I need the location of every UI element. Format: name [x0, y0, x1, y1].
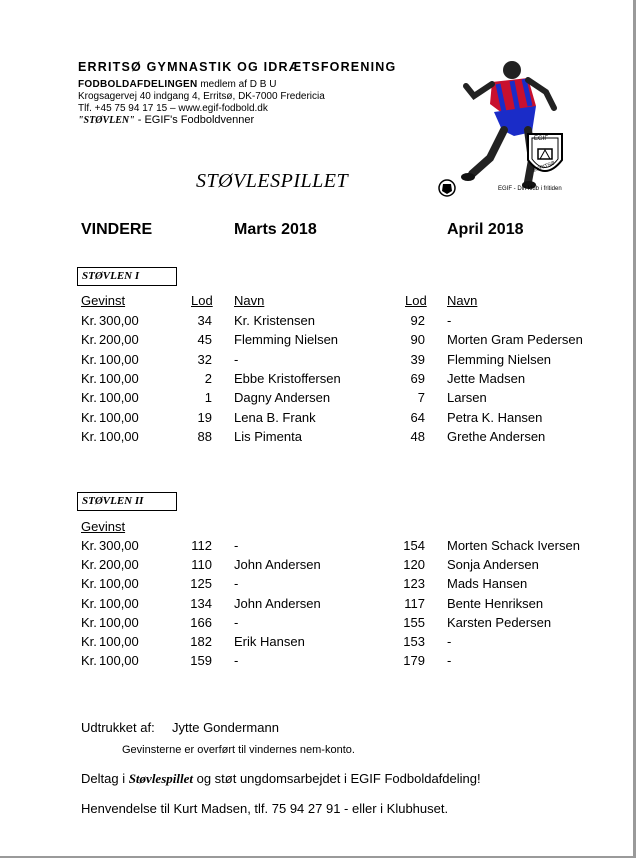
month1-ticket: 110 [191, 557, 212, 573]
month1-ticket: 166 [190, 614, 212, 630]
prize-amount: 100,00 [99, 351, 139, 367]
club-logo [432, 56, 572, 200]
month1-ticket: 159 [190, 653, 212, 669]
month1-winner: - [234, 653, 239, 669]
month1-ticket: 134 [190, 595, 212, 611]
footballer-icon [432, 56, 572, 200]
stovlen-brand: "STØVLEN" [78, 115, 135, 126]
stovlen-line [78, 114, 254, 126]
month2-ticket: 123 [403, 576, 425, 592]
prize-currency: Kr. [81, 370, 97, 386]
month2-winner: Larsen [447, 390, 487, 406]
phone-web-line: Tlf. +45 75 94 17 15 – www.egif-fodbold.dk [78, 103, 268, 114]
month1-winner: - [234, 576, 239, 592]
section1-label: STØVLEN I [77, 267, 177, 286]
prize-amount: 100,00 [99, 409, 139, 425]
month2-ticket: 39 [410, 351, 425, 367]
join-suffix: og støt ungdomsarbejdet i EGIF Fodboldafdeling! [192, 771, 481, 786]
month1-ticket: 45 [197, 332, 212, 348]
transfer-note: Gevinsterne er overført til vindernes nem-konto. [122, 744, 355, 756]
prize-currency: Kr. [81, 614, 97, 630]
month2-winner: Morten Gram Pedersen [447, 332, 583, 348]
section2-label: STØVLEN II [77, 492, 177, 511]
month1-ticket: 112 [191, 538, 212, 553]
prize-currency: Kr. [81, 351, 97, 367]
month1-ticket: 19 [197, 409, 212, 425]
month1-ticket: 32 [197, 351, 212, 367]
month2-winner: Mads Hansen [447, 576, 528, 592]
prize-amount: 300,00 [99, 313, 139, 328]
prize-currency: Kr. [81, 313, 97, 328]
stovlen-description: - EGIF's Fodboldvenner [134, 114, 255, 126]
prize-amount: 200,00 [99, 557, 139, 573]
prize-currency: Kr. [81, 390, 97, 406]
department-name: FODBOLDAFDELINGEN [78, 79, 198, 90]
prize-currency: Kr. [81, 332, 97, 348]
club-tagline: EGIF - Din klub i fritiden [498, 186, 562, 192]
join-brand: Støvlespillet [128, 771, 193, 786]
club-name: ERRITSØ GYMNASTIK OG IDRÆTSFORENING [78, 60, 397, 74]
month2-ticket: 154 [403, 538, 425, 553]
month2-winner: - [447, 634, 452, 649]
prize-amount: 200,00 [99, 332, 139, 348]
prize-amount: 100,00 [99, 634, 139, 649]
month2-winner: Petra K. Hansen [447, 409, 543, 425]
section1-name1-header: Navn [234, 293, 265, 308]
badge-bottom-text: ERRITSØ [532, 160, 556, 174]
month1-winner: Lis Pimenta [234, 428, 302, 444]
section1-name2-header: Navn [447, 293, 478, 308]
month1-heading: Marts 2018 [234, 221, 317, 238]
month2-winner: Bente Henriksen [447, 595, 544, 611]
month2-ticket: 117 [404, 595, 425, 611]
month1-winner: Flemming Nielsen [234, 332, 339, 348]
month2-winner: Grethe Andersen [447, 428, 546, 444]
month2-ticket: 90 [410, 332, 425, 348]
month2-winner: Karsten Pedersen [447, 614, 552, 630]
month2-ticket: 69 [410, 370, 425, 386]
month1-ticket: 88 [197, 428, 212, 444]
month1-winner: Dagny Andersen [234, 390, 331, 406]
month2-winner: Sonja Andersen [447, 557, 539, 573]
prize-amount: 100,00 [99, 653, 139, 669]
prize-amount: 100,00 [99, 595, 139, 611]
department-membership: medlem af D B U [197, 79, 277, 90]
prize-currency: Kr. [81, 576, 97, 592]
prize-amount: 100,00 [99, 390, 139, 406]
prize-amount: 100,00 [99, 428, 139, 444]
month1-winner: John Andersen [234, 557, 321, 573]
section1-lod2-header: Lod [405, 293, 427, 308]
month2-winner: - [447, 313, 452, 328]
month1-ticket: 1 [204, 390, 212, 406]
month2-ticket: 92 [410, 313, 425, 328]
drawn-by-name: Jytte Gondermann [172, 720, 279, 735]
prize-currency: Kr. [81, 653, 97, 669]
month1-winner: - [234, 351, 239, 367]
month2-ticket: 179 [403, 653, 425, 669]
prize-currency: Kr. [81, 538, 97, 553]
month2-ticket: 48 [410, 428, 425, 444]
prize-currency: Kr. [81, 557, 97, 573]
prize-amount: 100,00 [99, 614, 139, 630]
month2-ticket: 64 [410, 409, 425, 425]
section1-prize-header: Gevinst [81, 293, 126, 308]
prize-amount: 100,00 [99, 370, 139, 386]
month1-ticket: 182 [190, 634, 212, 649]
page-title: STØVLESPILLET [196, 170, 349, 192]
month2-winner: Morten Schack Iversen [447, 538, 580, 553]
address-line: Krogsagervej 40 indgang 4, Erritsø, DK-7000 Fredericia [78, 91, 325, 102]
department-line [78, 79, 276, 90]
winners-heading: VINDERE [81, 221, 153, 238]
month2-heading: April 2018 [447, 221, 524, 238]
month1-winner: Ebbe Kristoffersen [234, 370, 341, 386]
month2-ticket: 120 [403, 557, 425, 573]
month2-winner: Jette Madsen [447, 370, 526, 386]
section1-lod1-header: Lod [191, 293, 213, 308]
month2-winner: - [447, 653, 452, 669]
month2-ticket: 155 [403, 614, 425, 630]
month1-winner: - [234, 614, 239, 630]
month1-winner: Erik Hansen [234, 634, 305, 649]
contact-line: Henvendelse til Kurt Madsen, tlf. 75 94 27 91 - eller i Klubhuset. [81, 801, 449, 816]
prize-currency: Kr. [81, 634, 97, 649]
month1-ticket: 34 [197, 313, 212, 328]
prize-currency: Kr. [81, 409, 97, 425]
month2-ticket: 7 [417, 390, 425, 406]
month2-ticket: 153 [403, 634, 425, 649]
prize-currency: Kr. [81, 595, 97, 611]
join-line [81, 771, 481, 787]
month1-winner: Lena B. Frank [234, 409, 316, 425]
month1-winner: John Andersen [234, 595, 321, 611]
prize-amount: 300,00 [99, 538, 139, 553]
month1-ticket: 125 [190, 576, 212, 592]
drawn-by-label: Udtrukket af: [81, 720, 155, 735]
badge-top-text: EGIF [534, 136, 549, 142]
section2-prize-header: Gevinst [81, 519, 126, 534]
prize-currency: Kr. [81, 428, 97, 444]
month2-winner: Flemming Nielsen [447, 351, 552, 367]
month1-winner: - [234, 538, 239, 553]
prize-amount: 100,00 [99, 576, 139, 592]
month1-ticket: 2 [204, 370, 212, 386]
month1-winner: Kr. Kristensen [234, 313, 315, 328]
join-prefix: Deltag i [81, 771, 129, 786]
